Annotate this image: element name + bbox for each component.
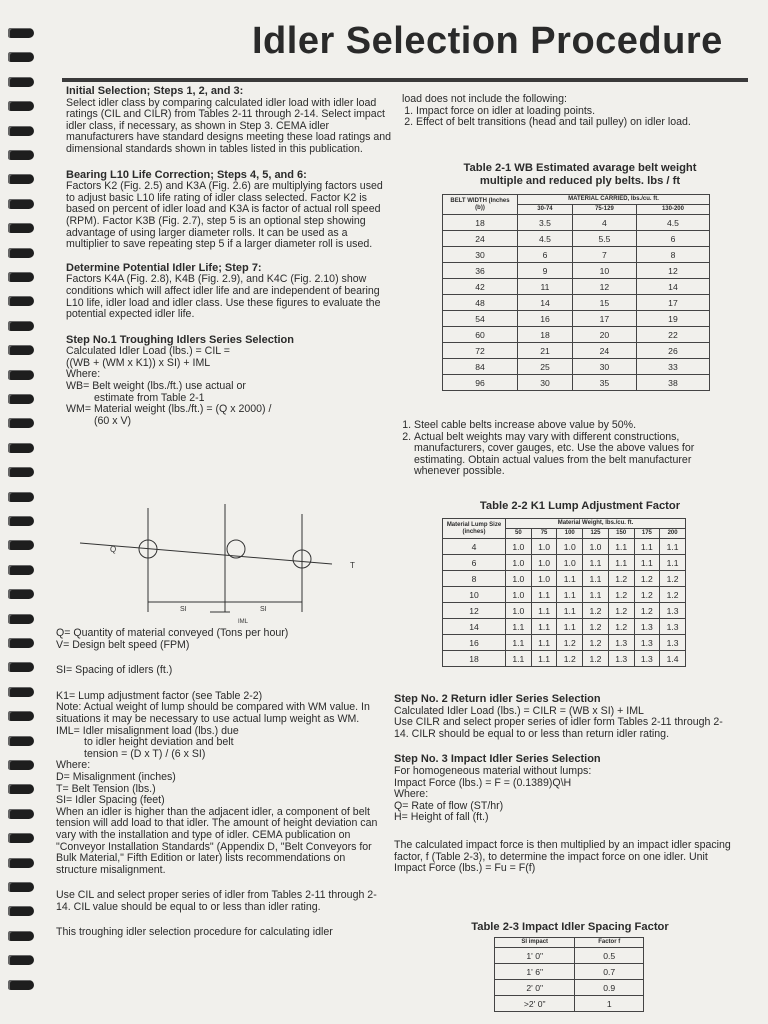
flow-rate-definition: Q= Rate of flow (ST/hr)	[394, 799, 504, 812]
si-definition-2: SI= Idler Spacing (feet)	[56, 794, 165, 807]
table-cell: 1.0	[557, 555, 583, 571]
table-cell: 4.5	[518, 231, 573, 247]
binder-ring	[8, 858, 34, 868]
si-label-1: SI	[180, 606, 187, 613]
table-cell: 1.1	[557, 571, 583, 587]
k1-definition: K1= Lump adjustment factor (see Table 2-2)	[56, 689, 263, 702]
iml-definition: IML= Idler misalignment load (lbs.) due	[56, 724, 239, 737]
table-2-2-subheader: 200	[660, 529, 686, 539]
binder-ring	[8, 126, 34, 136]
binder-ring	[8, 906, 34, 916]
table-note: 2. Actual belt weights may vary with different constructions, manufacturers, cover gauges, etc. Use the above values for estimating. Obtain actual values from the belt manufacturer whenever possible.	[414, 432, 735, 478]
cilr-usage: Use CILR and select proper series of idler form Tables 2-11 through 2-14. CILR should be equal to or less than return idler rating.	[394, 716, 723, 740]
table-cell: 1.2	[608, 587, 634, 603]
binder-ring	[8, 321, 34, 331]
wm-definition: WM= Material weight (lbs./ft.) = (Q x 2000) /	[66, 403, 272, 416]
table-cell: 1.3	[608, 635, 634, 651]
table-cell: 10	[572, 263, 636, 279]
wb-definition: WB= Belt weight (lbs./ft.) use actual or	[66, 380, 246, 393]
table-2-2-row	[443, 555, 686, 571]
binder-ring	[8, 565, 34, 575]
table-cell: 8	[636, 247, 709, 263]
binder-ring	[8, 370, 34, 380]
table-2-1-row	[443, 263, 710, 279]
binder-ring	[8, 199, 34, 209]
table-cell: 22	[636, 327, 709, 343]
step1-heading: Step No.1 Troughing Idlers Series Selection	[66, 333, 294, 346]
table-2-2-row	[443, 587, 686, 603]
table-note: 1. Steel cable belts increase above value by 50%.	[414, 420, 735, 432]
right-column-top	[402, 94, 732, 129]
binder-ring	[8, 662, 34, 672]
table-2-2-subheader: 175	[634, 529, 660, 539]
binder-ring	[8, 28, 34, 38]
table-2-1-row	[443, 311, 710, 327]
table-cell: 1.2	[634, 587, 660, 603]
binder-ring	[8, 52, 34, 62]
table-2-2-body	[443, 539, 686, 667]
load-exclusions-list	[402, 106, 732, 129]
binder-ring	[8, 809, 34, 819]
load-exclusion-item: 2. Effect of belt transitions (head and tail pulley) on idler load.	[416, 117, 732, 129]
table-cell: 18	[443, 215, 518, 231]
binder-ring	[8, 223, 34, 233]
table-2-2-subheader: 75	[531, 529, 557, 539]
table-cell: 15	[572, 295, 636, 311]
closing-paragraph: This troughing idler selection procedure for calculating idler	[56, 926, 333, 939]
homogeneous-label: For homogeneous material without lumps:	[394, 764, 592, 777]
table-cell: 6	[636, 231, 709, 247]
where-label-2: Where:	[56, 759, 91, 772]
table-cell: 16	[518, 311, 573, 327]
binder-ring	[8, 784, 34, 794]
potential-life-text: Factors K4A (Fig. 2.8), K4B (Fig. 2.9), and K4C (Fig. 2.10) show conditions which will affect idler life and are independent of bearing L10 life, idler load and idler class. Use these figures to evaluate the potential expected idler life.	[66, 273, 381, 321]
table-2-3-caption: Table 2-3 Impact Idler Spacing Factor	[471, 921, 669, 933]
table-2-2-subheader: 100	[557, 529, 583, 539]
table-2-1-row	[443, 247, 710, 263]
table-cell: 25	[518, 359, 573, 375]
page-title: Idler Selection Procedure	[252, 20, 723, 62]
iml-label: IML	[238, 619, 249, 625]
table-2-1-body	[443, 215, 710, 391]
load-exclusion-item: 1. Impact force on idler at loading points.	[416, 106, 732, 118]
binder-ring	[8, 272, 34, 282]
table-cell: 1.1	[608, 539, 634, 555]
binder-ring	[8, 345, 34, 355]
binder-ring	[8, 833, 34, 843]
table-cell: 2' 0"	[495, 980, 575, 996]
table-cell: 18	[518, 327, 573, 343]
table-cell: 1.0	[557, 539, 583, 555]
table-cell: 1.1	[506, 619, 532, 635]
table-2-2-subheader: 150	[608, 529, 634, 539]
idler-misalignment-diagram	[70, 500, 370, 626]
table-cell: 1.2	[583, 619, 609, 635]
table-cell: 1.0	[583, 539, 609, 555]
binder-ring	[8, 980, 34, 990]
table-cell: 1.2	[608, 603, 634, 619]
table-2-1-caption-line2: multiple and reduced ply belts. lbs / ft	[479, 175, 681, 187]
table-cell: 1.1	[660, 539, 686, 555]
impact-force-paragraph: The calculated impact force is then multiplied by an impact idler spacing factor, f (Table 2-3), to determine the impact force on one idler. Unit Impact Force (lbs.) = Fu = F(f)	[394, 838, 731, 875]
table-2-2-subheader: 50	[506, 529, 532, 539]
table-cell: 11	[518, 279, 573, 295]
binder-ring	[8, 101, 34, 111]
table-cell: 1.3	[634, 651, 660, 667]
table-cell: 12	[443, 603, 506, 619]
table-cell: 26	[636, 343, 709, 359]
table-cell: 1.3	[608, 651, 634, 667]
table-cell: 36	[443, 263, 518, 279]
table-cell: 1.1	[583, 571, 609, 587]
table-2-1-subheader: 75-129	[572, 205, 636, 215]
table-cell: 1.1	[583, 587, 609, 603]
table-cell: 24	[443, 231, 518, 247]
table-cell: 4	[443, 539, 506, 555]
table-cell: 1.0	[506, 539, 532, 555]
table-cell: 30	[572, 359, 636, 375]
table-cell: 30	[443, 247, 518, 263]
t-arrow-label: T	[350, 561, 355, 570]
table-2-2	[442, 518, 686, 667]
table-cell: 14	[518, 295, 573, 311]
table-2-1-row	[443, 231, 710, 247]
table-cell: 3.5	[518, 215, 573, 231]
table-2-1-row	[443, 215, 710, 231]
table-cell: 1.2	[608, 571, 634, 587]
load-exclusions-intro: load does not include the following:	[402, 93, 567, 105]
table-cell: 1.2	[634, 603, 660, 619]
table-2-1-row	[443, 375, 710, 391]
table-cell: 19	[636, 311, 709, 327]
si-label-2: SI	[260, 606, 267, 613]
table-2-1-caption-line1: Table 2-1 WB Estimated avarage belt weight	[463, 162, 697, 174]
step2-heading: Step No. 2 Return idler Series Selection	[394, 693, 601, 705]
binder-ring	[8, 540, 34, 550]
binder-ring	[8, 882, 34, 892]
table-2-3-header: SI impact	[495, 938, 575, 948]
table-cell: 6	[518, 247, 573, 263]
table-cell: 12	[636, 263, 709, 279]
binder-ring	[8, 248, 34, 258]
table-2-1	[442, 194, 710, 391]
table-cell: 1' 0"	[495, 948, 575, 964]
table-cell: 12	[572, 279, 636, 295]
table-cell: 1.1	[608, 555, 634, 571]
table-cell: 1.1	[531, 651, 557, 667]
table-cell: 16	[443, 635, 506, 651]
v-definition: V= Design belt speed (FPM)	[56, 638, 190, 651]
binder-ring	[8, 174, 34, 184]
table-cell: 1.1	[531, 635, 557, 651]
binder-ring	[8, 760, 34, 770]
binder-ring	[8, 492, 34, 502]
table-cell: 1.3	[660, 603, 686, 619]
binder-ring	[8, 467, 34, 477]
table-2-3-row	[495, 964, 644, 980]
table-cell: 6	[443, 555, 506, 571]
table-2-2-row	[443, 651, 686, 667]
table-2-1-subheader: 130-200	[636, 205, 709, 215]
table-cell: 1.0	[506, 571, 532, 587]
binder-ring	[8, 77, 34, 87]
fall-height-definition: H= Height of fall (ft.)	[394, 811, 489, 824]
table-cell: 1.3	[660, 635, 686, 651]
misalignment-paragraph: When an idler is higher than the adjacent idler, a component of belt tension will add load to that idler. The amount of height deviation can vary with the installation and type of idler. CEMA publication on "Conveyor Installation Standards" (Appendix D, "Belt Conveyors for Bulk Material," Fifth Edition or later) lists recommendations on structure misalignment.	[56, 805, 378, 876]
table-2-2-header-weight: Material Weight, lbs./cu. ft.	[506, 519, 686, 529]
cil-formula: ((WB + (WM x K1)) x SI) + IML	[66, 356, 211, 369]
table-cell: 1.1	[531, 619, 557, 635]
table-cell: 1.1	[634, 555, 660, 571]
table-2-2-row	[443, 571, 686, 587]
table-cell: 1	[575, 996, 644, 1012]
binder-ring	[8, 516, 34, 526]
table-cell: 4	[572, 215, 636, 231]
table-cell: 0.9	[575, 980, 644, 996]
table-2-1-row	[443, 359, 710, 375]
binder-ring	[8, 687, 34, 697]
table-2-1-row	[443, 279, 710, 295]
binder-ring	[8, 150, 34, 160]
potential-life-heading: Determine Potential Idler Life; Step 7:	[66, 261, 262, 274]
cil-usage-paragraph: Use CIL and select proper series of idler from Tables 2-11 through 2-14. CIL value should be equal to or less than idler rating.	[56, 889, 377, 913]
table-cell: 60	[443, 327, 518, 343]
table-cell: 0.7	[575, 964, 644, 980]
title-rule	[62, 78, 748, 82]
binder-ring	[8, 614, 34, 624]
table-2-1-subheader: 30-74	[518, 205, 573, 215]
table-2-1-row	[443, 327, 710, 343]
table-2-1-notes	[400, 420, 735, 478]
table-cell: 9	[518, 263, 573, 279]
table-cell: 1.1	[557, 603, 583, 619]
table-cell: 1.2	[557, 651, 583, 667]
table-cell: 1.4	[660, 651, 686, 667]
table-cell: 72	[443, 343, 518, 359]
table-cell: 1.2	[608, 619, 634, 635]
where-label: Where:	[66, 368, 101, 381]
bearing-life-text: Factors K2 (Fig. 2.5) and K3A (Fig. 2.6) are multiplying factors used to adjust basic L10 life rating of idler class selected. Factor K2 is based on percent of idler load and K3A is factor of actual roll speed (RPM). Factor K3B (Fig. 2.7), step 5 is an optional step showing advantage of using larger diameter rolls. It can be used as a multiplier to save repeating step 5 if a larger diameter roll is used.	[66, 180, 383, 251]
table-cell: 17	[636, 295, 709, 311]
table-cell: 1.3	[634, 635, 660, 651]
wb-definition-cont: estimate from Table 2-1	[94, 391, 205, 404]
table-cell: 30	[518, 375, 573, 391]
table-cell: 24	[572, 343, 636, 359]
table-2-2-row	[443, 635, 686, 651]
table-cell: 1.1	[557, 619, 583, 635]
table-cell: 1.2	[583, 635, 609, 651]
where-label-3: Where:	[394, 788, 429, 801]
belt-line	[80, 543, 332, 564]
cil-formula-label: Calculated Idler Load (lbs.) = CIL =	[66, 345, 230, 358]
table-2-1-header-material: MATERIAL CARRIED, lbs./cu. ft.	[518, 195, 710, 205]
iml-definition-cont1: to idler height deviation and belt	[84, 736, 234, 749]
table-cell: 1.0	[506, 587, 532, 603]
table-2-2-subheader: 125	[583, 529, 609, 539]
table-cell: 1.2	[660, 571, 686, 587]
t-definition: T= Belt Tension (lbs.)	[56, 782, 156, 795]
table-2-3-row	[495, 996, 644, 1012]
table-2-2-row	[443, 619, 686, 635]
binder-ring	[8, 418, 34, 428]
table-2-2-row	[443, 539, 686, 555]
iml-definition-cont2: tension = (D x T) / (6 x SI)	[84, 747, 206, 760]
table-cell: 1.2	[583, 651, 609, 667]
wm-definition-cont: (60 x V)	[94, 414, 132, 427]
binder-spine	[0, 0, 42, 1024]
table-cell: 4.5	[636, 215, 709, 231]
q-definition: Q= Quantity of material conveyed (Tons per hour)	[56, 627, 289, 639]
binder-ring	[8, 296, 34, 306]
bearing-life-heading: Bearing L10 Life Correction; Steps 4, 5, and 6:	[66, 168, 307, 181]
table-2-3	[494, 937, 644, 1012]
table-cell: 1.1	[660, 555, 686, 571]
binder-ring	[8, 443, 34, 453]
table-2-1-notes-list	[400, 420, 735, 478]
table-cell: 17	[572, 311, 636, 327]
right-column-steps	[394, 694, 734, 875]
step3-heading: Step No. 3 Impact Idler Series Selection	[394, 753, 601, 766]
impact-force-formula: Impact Force (lbs.) = F = (0.1389)Q\H	[394, 776, 572, 789]
table-cell: 1.3	[660, 619, 686, 635]
table-2-3-row	[495, 948, 644, 964]
table-2-1-row	[443, 343, 710, 359]
table-cell: 42	[443, 279, 518, 295]
binder-ring	[8, 955, 34, 965]
table-cell: 1.1	[506, 651, 532, 667]
table-cell: 1.1	[634, 539, 660, 555]
k1-note: Note: Actual weight of lump should be compared with WM value. In situations it may be necessary to use actual lump weight as WM.	[56, 701, 370, 725]
table-cell: 1.2	[557, 635, 583, 651]
initial-selection-text: Select idler class by comparing calculated idler load with idler load ratings (CIL and CILR) from Tables 2-11 through 2-14. Select impact idler class, if necessary, as shown in Step 3. CEMA idler manufacturers have standard designs meeting these load ratings and dimensional standards shown in tables listed in this publication.	[66, 96, 392, 155]
table-cell: 1.3	[634, 619, 660, 635]
table-cell: 1.0	[531, 571, 557, 587]
table-cell: 1.1	[583, 555, 609, 571]
table-cell: 1.0	[531, 539, 557, 555]
table-cell: 38	[636, 375, 709, 391]
table-2-1-header-width: BELT WIDTH (Inches (b))	[443, 195, 518, 215]
table-2-3-body	[495, 948, 644, 1012]
table-cell: 14	[443, 619, 506, 635]
binder-ring	[8, 638, 34, 648]
table-cell: 1.0	[506, 555, 532, 571]
table-2-1-row	[443, 295, 710, 311]
table-cell: 1.2	[634, 571, 660, 587]
table-cell: 48	[443, 295, 518, 311]
table-cell: 1.1	[531, 603, 557, 619]
binder-ring	[8, 394, 34, 404]
table-cell: 1.1	[531, 587, 557, 603]
table-cell: 10	[443, 587, 506, 603]
initial-selection-heading: Initial Selection; Steps 1, 2, and 3:	[66, 85, 244, 97]
d-definition: D= Misalignment (inches)	[56, 770, 176, 783]
table-cell: 33	[636, 359, 709, 375]
table-cell: 20	[572, 327, 636, 343]
table-cell: 0.5	[575, 948, 644, 964]
table-2-1-caption	[430, 162, 730, 188]
table-2-3-row	[495, 980, 644, 996]
table-cell: >2' 0"	[495, 996, 575, 1012]
table-cell: 1' 6"	[495, 964, 575, 980]
idler-roll-2	[227, 540, 245, 558]
binder-ring	[8, 711, 34, 721]
table-cell: 8	[443, 571, 506, 587]
left-column	[66, 86, 392, 427]
table-cell: 18	[443, 651, 506, 667]
table-cell: 1.1	[506, 635, 532, 651]
table-cell: 1.1	[557, 587, 583, 603]
table-2-2-header-size: Material Lump Size (inches)	[443, 519, 506, 539]
binder-ring	[8, 589, 34, 599]
table-2-2-row	[443, 603, 686, 619]
q-arrow-label: Q	[110, 545, 117, 554]
table-cell: 1.2	[583, 603, 609, 619]
table-cell: 1.0	[531, 555, 557, 571]
left-column-lower	[56, 628, 386, 939]
table-2-2-caption: Table 2-2 K1 Lump Adjustment Factor	[479, 500, 681, 512]
table-cell: 35	[572, 375, 636, 391]
table-cell: 1.2	[660, 587, 686, 603]
table-cell: 1.0	[506, 603, 532, 619]
table-cell: 21	[518, 343, 573, 359]
table-cell: 5.5	[572, 231, 636, 247]
si-definition: SI= Spacing of idlers (ft.)	[56, 664, 173, 677]
table-cell: 96	[443, 375, 518, 391]
binder-ring	[8, 931, 34, 941]
table-cell: 84	[443, 359, 518, 375]
table-cell: 7	[572, 247, 636, 263]
table-cell: 14	[636, 279, 709, 295]
binder-ring	[8, 736, 34, 746]
table-cell: 54	[443, 311, 518, 327]
table-2-3-header: Factor f	[575, 938, 644, 948]
cilr-formula: Calculated Idler Load (lbs.) = CILR = (WB x SI) + IML	[394, 704, 644, 717]
